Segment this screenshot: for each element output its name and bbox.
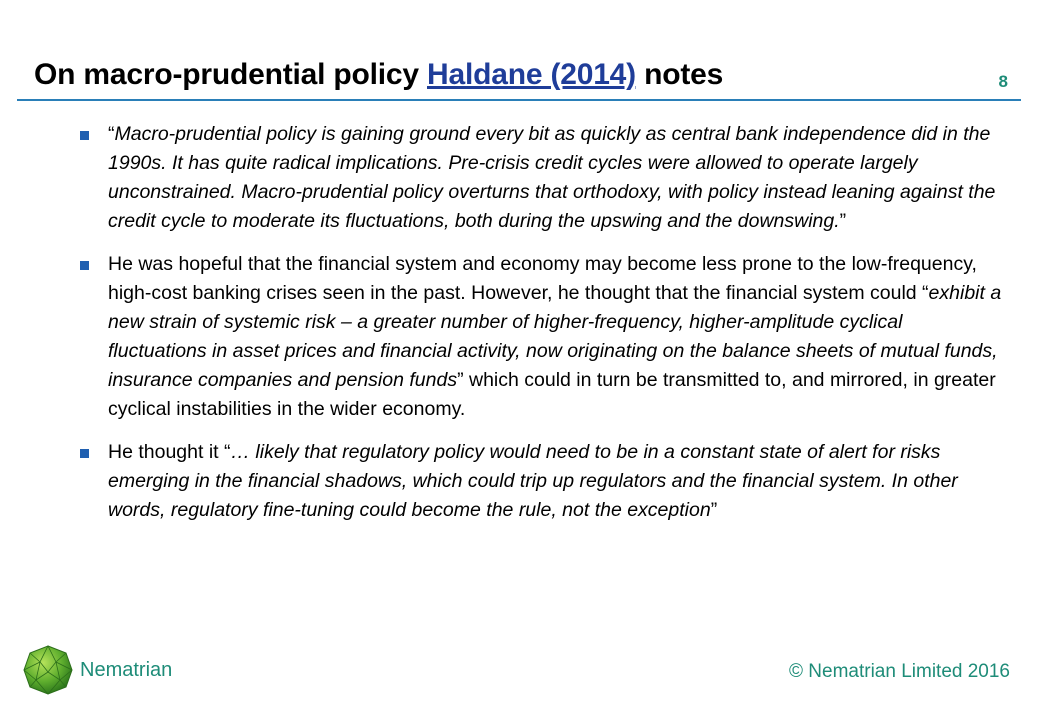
slide-title [34,58,723,92]
text-segment: “ [108,123,115,145]
text-segment: He thought it “ [108,441,231,463]
page-number: 8 [998,72,1008,91]
italic-segment: Macro-prudential policy is gaining ground every bit as quickly as central bank independence did in the 1990s. It has quite radical implications. Pre-crisis credit cycles were allowed to operate largely unconstrained. Macro-prudential policy overturns that orthodoxy, with policy instead leaning against the credit cycle to moderate its fluctuations, both during the upswing and the downswing. [108,123,996,232]
square-bullet-icon [80,131,89,140]
text-segment: He was hopeful that the financial system and economy may become less prone to the low-frequency, high-cost banking crises seen in the past. However, he thought that the financial system could “ [108,253,977,304]
italic-segment: … likely that regulatory policy would need to be in a constant state of alert for risks emerging in the financial shadows, which could trip up regulators and the financial system. In other words, regulatory fine-tuning could become the rule, not the exception [108,441,958,521]
bullet-item-3 [74,438,1004,525]
square-bullet-icon [80,449,89,458]
nematrian-logo-icon [22,644,74,696]
text-segment: ” [710,499,718,521]
square-bullet-icon [80,261,89,270]
italic-segment: exhibit a new strain of systemic risk – a greater number of higher-frequency, higher-amplitude cyclical fluctuations in asset prices and financial activity, now originating on the balance sheets of mutual funds, insurance companies and pension funds [108,282,1002,391]
brand-name: Nematrian [80,659,173,681]
text-segment: ” which could in turn be transmitted to, and mirrored, in greater cyclical instabilities in the wider economy. [108,369,996,420]
bullet-text [108,123,995,232]
title-suffix: notes [635,58,724,91]
title-link[interactable]: Haldane (2014) [427,58,636,91]
title-divider [17,99,1021,101]
bullet-text [108,253,1001,420]
bullet-item-1 [74,120,1004,236]
title-prefix: On macro-prudential policy [34,58,427,91]
bullet-item-2 [74,250,1004,424]
copyright-notice: © Nematrian Limited 2016 [789,661,1010,682]
text-segment: ” [839,210,847,232]
bullet-list [74,120,1004,539]
bullet-text [108,441,958,521]
